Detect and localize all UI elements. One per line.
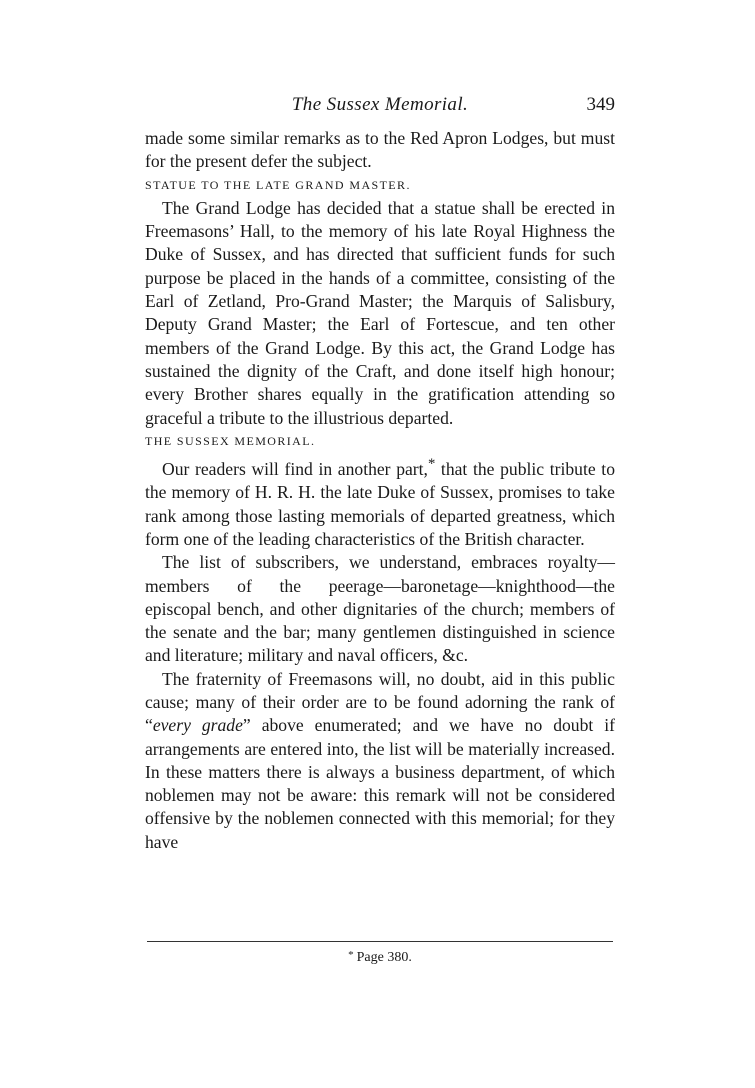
paragraph-fraternity	[145, 668, 615, 854]
section-heading-sussex-memorial: THE SUSSEX MEMORIAL.	[145, 433, 316, 448]
paragraph-readers	[145, 453, 615, 551]
paragraph-fraternity-text-start: The fraternity of Freemasons will, no doubt, aid in this public cause; many of their order are to be found adorning the rank of “	[145, 668, 615, 736]
paragraph-readers-text-start: Our readers will find in another part,	[162, 459, 428, 480]
italic-phrase: every grade	[152, 715, 243, 736]
footnote-text: Page 380.	[356, 950, 412, 965]
paragraph-readers-text-end: that the public tribute to the memory of H. R. H. the late Duke of Sussex, promises to take rank among those lasting memorials of departed greatness, which form one of the leading characteristics of the British character.	[145, 459, 615, 549]
body-text	[145, 127, 615, 854]
page-number: 349	[586, 94, 615, 115]
paragraph-subscribers: The list of subscribers, we understand, embraces royalty—members of the peerage—baronetage—knighthood—the episcopal bench, and other dignitaries of the church; members of the senate and the bar; many gentlemen distinguished in science and literature; military and naval officers, &c.	[145, 552, 615, 666]
footnote-reference: *	[427, 456, 436, 473]
running-head	[145, 94, 615, 124]
section-heading-statue: STATUE TO THE LATE GRAND MASTER.	[145, 177, 411, 192]
paragraph-statue: The Grand Lodge has decided that a statue shall be erected in Freemasons’ Hall, to the memory of his late Royal Highness the Duke of Sussex, and has directed that sufficient funds for such purpose be placed in the hands of a committee, consisting of the Earl of Zetland, Pro-Grand Master; the Marquis of Salisbury, Deputy Grand Master; the Earl of Fortescue, and ten other members of the Grand Lodge. By this act, the Grand Lodge has sustained the dignity of the Craft, and done itself high honour; every Brother shares equally in the gratification attending so graceful a tribute to the illustrious departed.	[145, 197, 615, 428]
running-title: The Sussex Memorial.	[291, 94, 469, 115]
paragraph-continuation: made some similar remarks as to the Red Apron Lodges, but must for the present defer the subject.	[145, 128, 615, 172]
footnote-mark: *	[348, 949, 354, 961]
footnote-rule	[147, 941, 613, 942]
footnote	[145, 949, 615, 966]
paragraph-fraternity-text-end: ” above enumerated; and we have no doubt if arrangements are entered into, the list will be materially increased. In these matters there is always a business department, of which noblemen may not be aware: this remark will not be considered offensive by the noblemen connected with this memorial; for they have	[145, 715, 616, 852]
